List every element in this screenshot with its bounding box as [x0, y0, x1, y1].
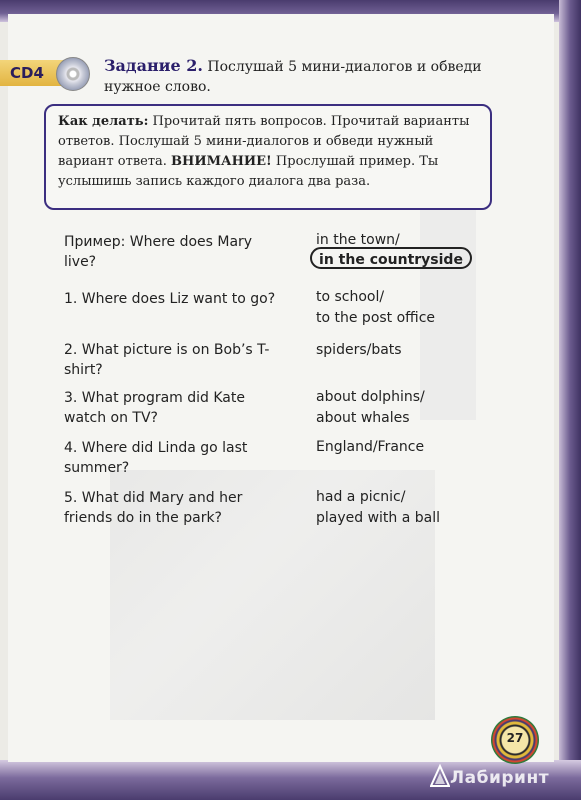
question-3: 3. What program did Kate watch on TV?: [64, 390, 245, 426]
task-heading: [104, 56, 484, 97]
howto-text1: Прочитай пять вопросов. Прочитай варианты ответов. Послушай 5 мини-диалогов и обведи нужный вариант ответа.: [58, 114, 470, 169]
right-border: [559, 0, 581, 800]
question-2: 2. What picture is on Bob’s T-shirt?: [64, 342, 270, 378]
watermark: Лабиринт: [450, 768, 550, 788]
page-number: 27: [506, 731, 524, 745]
answer-5b: played with a ball: [316, 510, 441, 526]
page-number-badge: [491, 716, 539, 764]
answer-3a: about dolphins/: [316, 389, 425, 405]
task-instruction: Послушай 5 мини-диалогов и обведи нужное слово.: [104, 59, 482, 95]
answer-2a: spiders/bats: [316, 342, 402, 358]
question-5: 5. What did Mary and her friends do in the park?: [64, 490, 243, 526]
answer-1a: to school/: [316, 289, 385, 305]
cd-label: CD4: [10, 64, 44, 82]
task-number: Задание 2.: [104, 56, 203, 75]
example-option-1: in the town/: [316, 232, 400, 248]
howto-attention: ВНИМАНИЕ!: [171, 154, 272, 169]
example-question: Пример: Where does Mary live?: [64, 234, 253, 270]
answer-1b: to the post office: [316, 310, 436, 326]
question-4: 4. Where did Linda go last summer?: [64, 440, 248, 476]
answer-3b: about whales: [316, 410, 410, 426]
answer-5a: had a picnic/: [316, 489, 406, 505]
example-option-2-circled: in the countryside: [310, 247, 472, 269]
answer-4a: England/France: [316, 439, 425, 455]
question-1: 1. Where does Liz want to go?: [64, 291, 276, 307]
howto-text2: Прослушай пример. Ты услышишь запись каждого диалога два раза.: [58, 154, 439, 189]
howto-text: [58, 112, 486, 192]
labyrinth-logo-icon: [430, 764, 450, 788]
cd-disc-icon: [56, 57, 90, 91]
howto-lead: Как делать:: [58, 114, 149, 129]
